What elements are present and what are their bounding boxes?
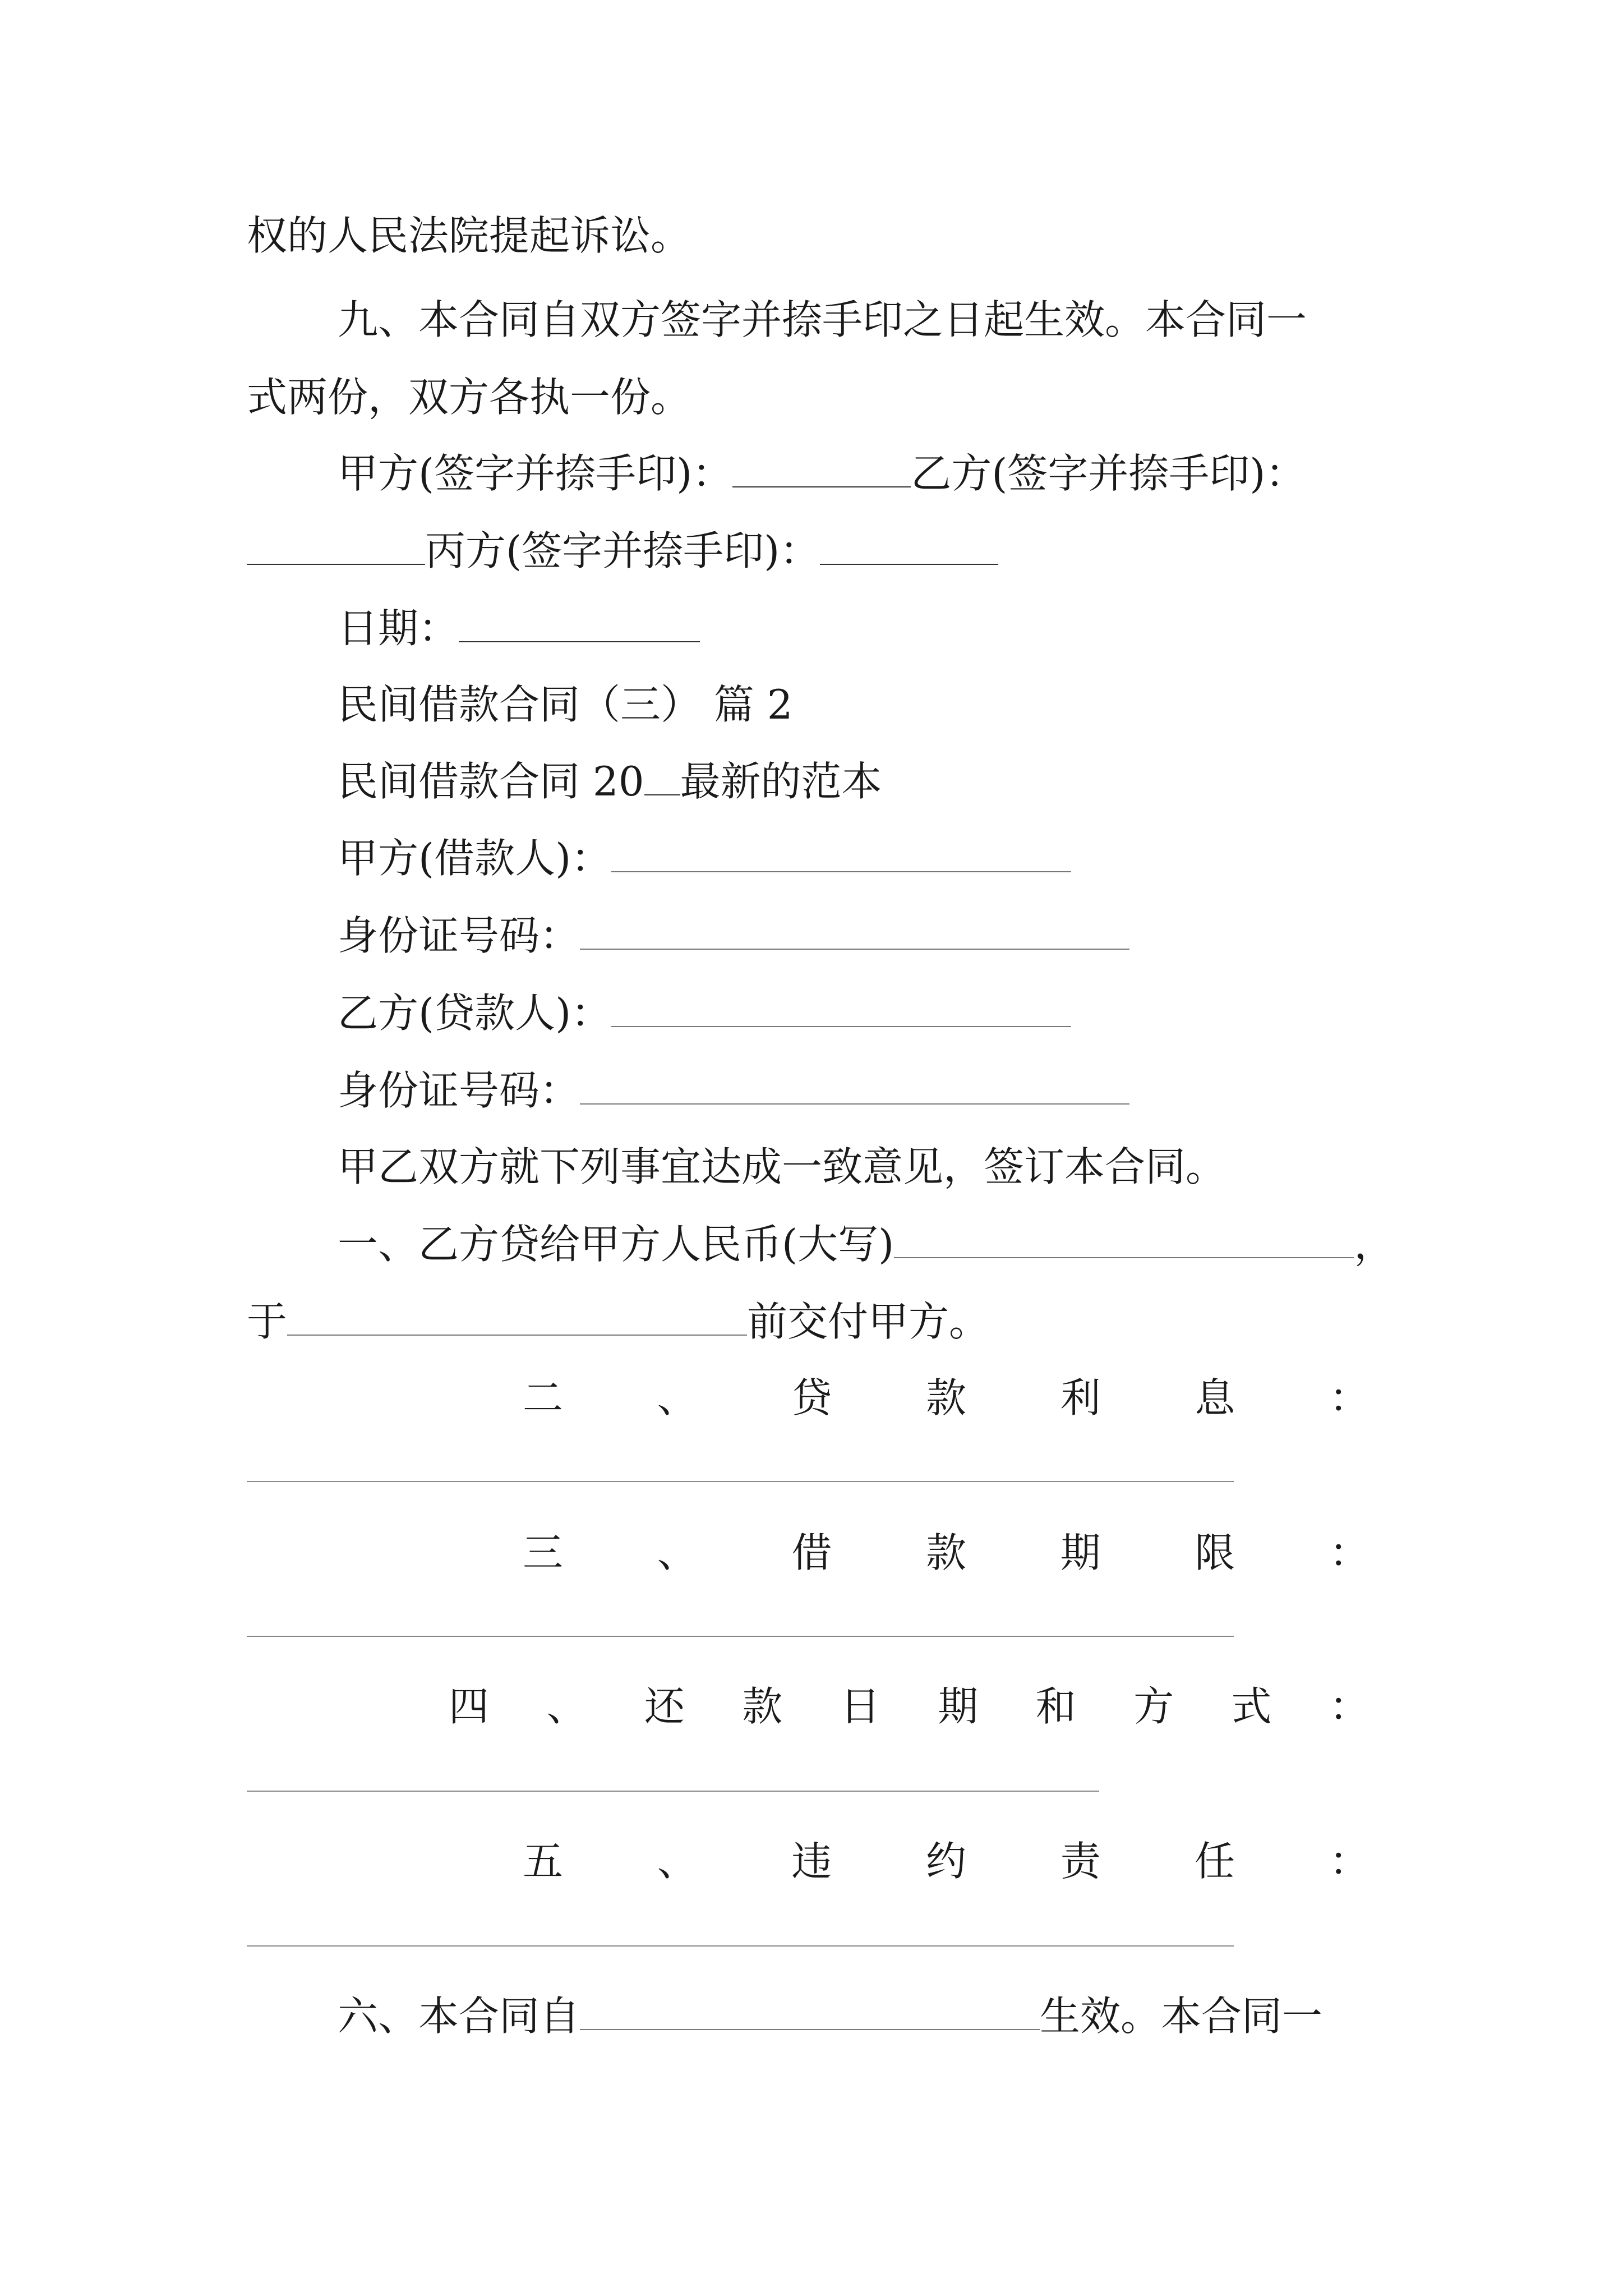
party-b-sign-label: 乙方(签字并捺手印)：: [911, 450, 1306, 497]
lender-line: [338, 986, 1071, 1040]
clause-6-line: [338, 1989, 1322, 2043]
clause-6-suffix: 生效。本合同一: [1040, 1993, 1323, 2040]
loan-interest-field[interactable]: [247, 1481, 1234, 1482]
delivery-suffix: 前交付甲方。: [747, 1298, 990, 1345]
clause-2-heading: [523, 1371, 1370, 1425]
clause-9-line-2: 式两份，双方各执一份。: [247, 374, 691, 421]
clause-2-char: ：: [1329, 1374, 1370, 1421]
delivery-prefix: 于: [247, 1298, 288, 1345]
signature-line-c: [247, 524, 998, 578]
clause-4-char: 日: [840, 1683, 880, 1730]
clause-5-char: 任: [1195, 1838, 1235, 1885]
clause-2-char: 、: [657, 1374, 698, 1421]
clause-3-char: 、: [657, 1529, 698, 1576]
borrower-label: 甲方(借款人)：: [338, 835, 612, 882]
lender-id-line: [338, 1064, 1129, 1117]
loan-amount-label: 一、乙方贷给甲方人民币(大写): [338, 1221, 895, 1268]
clause-4-char: 式: [1231, 1683, 1272, 1730]
clause-4-char: 还: [644, 1683, 685, 1730]
borrower-id-field[interactable]: [580, 915, 1129, 950]
clause-3-char: 三: [523, 1529, 564, 1576]
clause-5-char: 、: [657, 1838, 698, 1885]
contract-title-suffix: 最新的范本: [680, 758, 882, 805]
loan-amount-field[interactable]: [894, 1223, 1354, 1258]
comma: ，: [1354, 1221, 1395, 1268]
clause-6-prefix: 六、本合同自: [338, 1993, 580, 2040]
clause-3-heading: [523, 1526, 1370, 1580]
lender-id-field[interactable]: [580, 1070, 1129, 1105]
clause-3-char: 款: [925, 1529, 966, 1576]
contract-title-prefix: 民间借款合同 20: [338, 758, 644, 805]
clause-4-char: 四: [449, 1683, 490, 1730]
clause-2-char: 二: [523, 1374, 564, 1421]
paragraph-litigation-end: 权的人民法院提起诉讼。: [247, 212, 691, 259]
clause-4-char: 方: [1133, 1683, 1174, 1730]
effective-date-field[interactable]: [580, 1995, 1040, 2030]
section-heading: 民间借款合同（三） 篇 2: [338, 681, 793, 728]
party-c-sign-label: 丙方(签字并捺手印)：: [425, 527, 820, 574]
party-c-sign-field[interactable]: [820, 530, 998, 565]
year-field[interactable]: [644, 761, 680, 795]
clause-5-char: 违: [791, 1838, 832, 1885]
lender-field[interactable]: [611, 992, 1071, 1027]
clause-4-char: ：: [1329, 1683, 1370, 1730]
clause-3-char: ：: [1329, 1529, 1370, 1576]
clause-4-heading: [449, 1680, 1370, 1733]
borrower-id-line: [338, 909, 1129, 963]
lender-label: 乙方(贷款人)：: [338, 990, 612, 1037]
contract-title: [338, 754, 882, 808]
date-line: [338, 601, 700, 655]
clause-5-char: ：: [1329, 1838, 1370, 1885]
delivery-date-field[interactable]: [287, 1301, 747, 1336]
clause-2-char: 利: [1060, 1374, 1101, 1421]
borrower-id-label: 身份证号码：: [338, 912, 580, 959]
party-a-sign-label: 甲方(签字并捺手印)：: [338, 450, 733, 497]
clause-3-char: 借: [791, 1529, 832, 1576]
clause-4-char: 期: [938, 1683, 979, 1730]
clause-4-char: 和: [1035, 1683, 1076, 1730]
agreement-statement: 甲乙双方就下列事宜达成一致意见，签订本合同。: [338, 1143, 1227, 1190]
party-a-sign-field[interactable]: [732, 453, 911, 487]
repayment-method-field[interactable]: [247, 1791, 1099, 1792]
loan-term-field[interactable]: [247, 1636, 1234, 1637]
clause-4-char: 款: [742, 1683, 783, 1730]
clause-3-char: 限: [1195, 1529, 1235, 1576]
date-label: 日期：: [338, 605, 459, 652]
clause-3-char: 期: [1060, 1529, 1101, 1576]
date-field[interactable]: [459, 608, 700, 642]
lender-id-label: 身份证号码：: [338, 1067, 580, 1114]
clause-5-char: 约: [925, 1838, 966, 1885]
clause-5-heading: [523, 1834, 1370, 1888]
clause-1-line-1: [338, 1217, 1394, 1271]
party-b-sign-field[interactable]: [247, 530, 425, 565]
clause-2-char: 贷: [791, 1374, 832, 1421]
clause-5-char: 五: [523, 1838, 564, 1885]
clause-2-char: 息: [1195, 1374, 1235, 1421]
clause-5-char: 责: [1060, 1838, 1101, 1885]
clause-1-line-2: [247, 1295, 989, 1349]
borrower-field[interactable]: [611, 838, 1071, 872]
clause-2-char: 款: [925, 1374, 966, 1421]
signature-line-ab: [338, 447, 1306, 500]
clause-4-char: 、: [546, 1683, 587, 1730]
clause-9-line-1: 九、本合同自双方签字并捺手印之日起生效。本合同一: [338, 296, 1307, 343]
breach-liability-field[interactable]: [247, 1945, 1234, 1947]
borrower-line: [338, 831, 1071, 885]
